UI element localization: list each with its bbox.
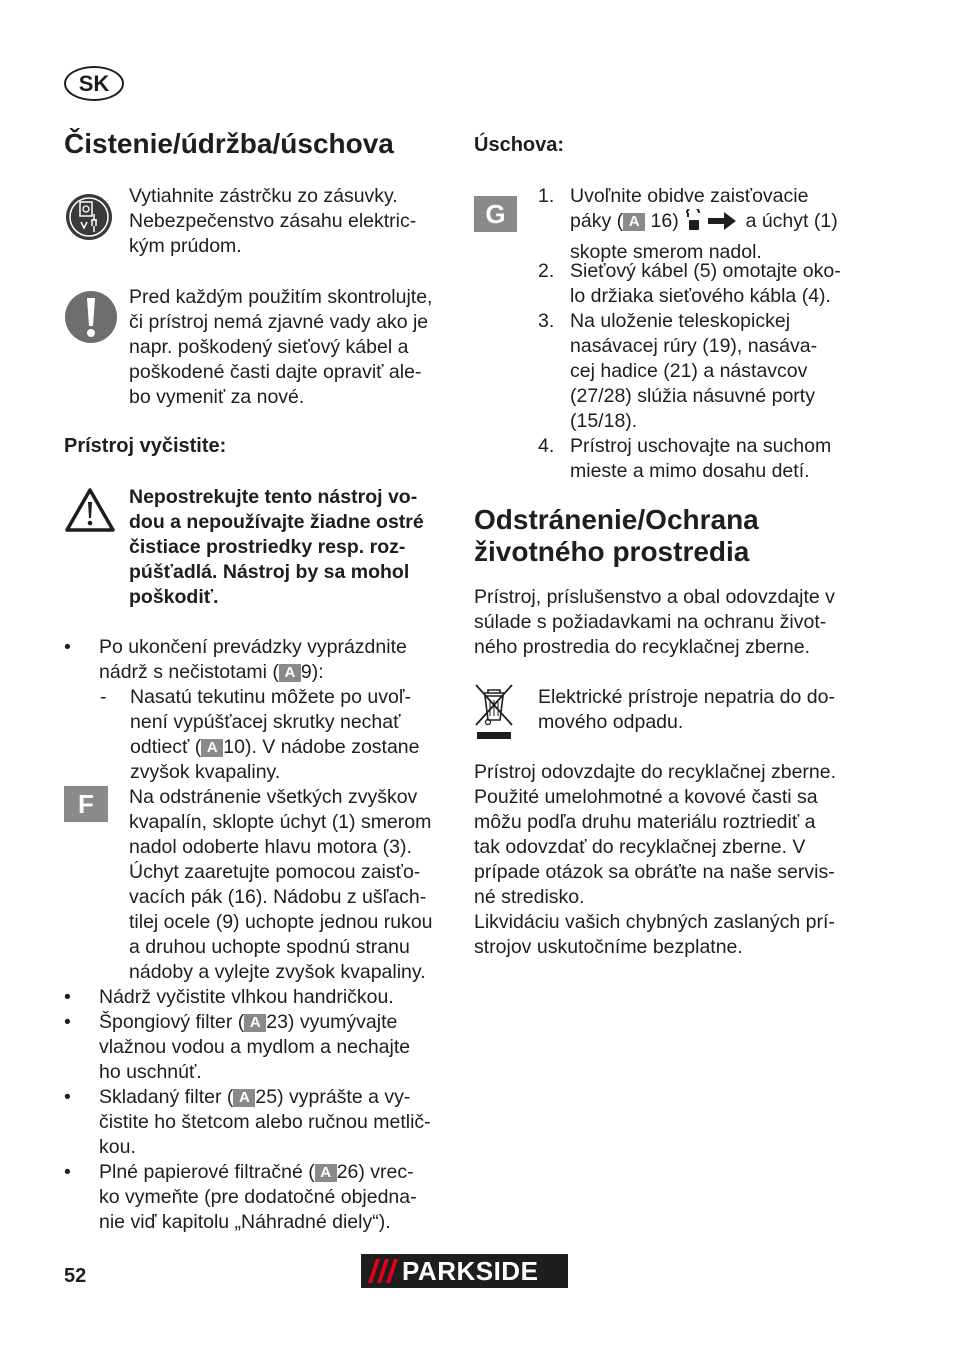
text-line [99, 1010, 410, 1035]
clean-heading: Prístroj vyčistite: [64, 435, 227, 457]
item-number: 2. [538, 260, 555, 282]
list-item [538, 309, 868, 434]
text-line: ného prostredia do recyklačnej zberne. [474, 636, 811, 658]
item-number: 4. [538, 435, 555, 457]
figure-g-badge: G [474, 196, 517, 232]
text-span: 10). V nádobe zostane [223, 736, 420, 758]
recycling-paragraph [474, 760, 836, 960]
text-line: cej hadice (21) a nástavcov [570, 360, 808, 382]
lock-arrow-icon [684, 209, 740, 240]
text-line: lo držiaka sieťového kábla (4). [570, 285, 831, 307]
text-span: odtiecť ( [130, 736, 202, 758]
text-line: Uvoľnite obidve zaisťovacie [570, 185, 809, 207]
figure-ref-a: A [233, 1089, 255, 1107]
warning-triangle-icon [64, 487, 116, 533]
text-span: 26) vrec- [336, 1161, 414, 1183]
list-item [64, 1085, 454, 1160]
text-line: Prístroj, príslušenstvo a obal odovzdajte v [474, 586, 835, 608]
text-line: čistite ho štetcom alebo ručnou metlič- [99, 1111, 431, 1133]
bullet-marker: • [64, 1011, 71, 1033]
figure-ref-a: A [244, 1014, 266, 1032]
inspection-warning-text [129, 285, 432, 410]
text-line [130, 735, 420, 760]
unplug-icon [64, 192, 114, 242]
brand-logo [361, 1254, 568, 1288]
text-span: 23) vyumývajte [266, 1011, 398, 1033]
text-line: bo vymeniť za nové. [129, 386, 305, 408]
figure-ref-a: A [279, 664, 301, 682]
title-line: životného prostredia [474, 536, 750, 567]
text-span: Skladaný filter ( [99, 1086, 234, 1108]
text-line: mového odpadu. [538, 711, 684, 733]
dash-marker: - [100, 686, 107, 708]
text-line: Sieťový kábel (5) omotajte oko- [570, 260, 841, 282]
text-line: poškodené časti dajte opraviť ale- [129, 361, 422, 383]
environment-paragraph [474, 585, 835, 660]
text-line: mieste a mimo dosahu detí. [570, 460, 810, 482]
list-item [64, 985, 454, 1010]
text-span: páky ( [570, 210, 624, 232]
item-number: 3. [538, 310, 555, 332]
text-line: či prístroj nemá zjavné vady ako je [129, 311, 429, 333]
unplug-warning-text [129, 184, 416, 259]
text-line [570, 209, 838, 240]
bullet-marker: • [64, 986, 71, 1008]
text-line: Prístroj uschovajte na suchom [570, 435, 832, 457]
text-line: Po ukončení prevádzky vyprázdnite [99, 636, 407, 658]
text-line: Pred každým použitím skontrolujte, [129, 286, 433, 308]
text-line: napr. poškodený sieťový kábel a [129, 336, 409, 358]
text-line [99, 1160, 417, 1185]
text-line: Nasatú tekutinu môžete po uvoľ- [130, 686, 412, 708]
list-item [64, 635, 454, 685]
text-line: vacích pák (16). Nádobu z ušľach- [129, 886, 427, 908]
list-item [64, 1010, 454, 1085]
text-line: Prístroj odovzdajte do recyklačnej zberne. [474, 761, 837, 783]
text-span: a úchyt (1) [745, 210, 838, 232]
figure-ref-a: A [315, 1164, 337, 1182]
language-badge: SK [64, 66, 124, 101]
bullet-marker: • [64, 636, 71, 658]
item-number: 1. [538, 185, 555, 207]
text-line: prípade otázok sa obráťte na naše servis- [474, 861, 835, 883]
list-item [538, 434, 868, 484]
text-span: nádrž s nečistotami ( [99, 661, 279, 683]
section-title-environment [474, 504, 759, 568]
text-line: vlažnou vodou a mydlom a nechajte [99, 1036, 411, 1058]
text-line: Elektrické prístroje nepatria do do- [538, 686, 835, 708]
text-span: Špongiový filter ( [99, 1011, 245, 1033]
text-line [99, 660, 407, 685]
exclamation-icon [64, 290, 118, 344]
text-line: môžu podľa druhu materiálu roztriediť a [474, 811, 816, 833]
figure-ref-a: A [623, 213, 645, 231]
text-line: Na odstránenie všetkých zvyškov [129, 786, 418, 808]
brand-name: PARKSIDE [402, 1256, 539, 1286]
list-item [538, 184, 868, 263]
text-line: púšťadlá. Nástroj by sa mohol [129, 561, 410, 583]
text-line: ho uschnúť. [99, 1061, 202, 1083]
text-line: skopte smerom nadol. [570, 241, 762, 263]
text-line: zvyšok kvapaliny. [130, 761, 281, 783]
text-line: Likvidáciu vašich chybných zaslaných prí- [474, 911, 835, 933]
list-item [538, 259, 868, 309]
section-title-cleaning: Čistenie/údržba/úschova [64, 128, 394, 159]
text-line: poškodiť. [129, 586, 219, 608]
logo-stripes-icon [362, 1255, 402, 1287]
title-line: Odstránenie/Ochrana [474, 504, 759, 535]
bullet-marker: • [64, 1086, 71, 1108]
weee-bin-icon [474, 683, 514, 741]
sub-list-item [100, 685, 460, 785]
storage-heading: Úschova: [474, 134, 565, 156]
text-line: strojov uskutočníme bezplatne. [474, 936, 743, 958]
caution-text [129, 485, 424, 610]
text-line: (15/18). [570, 410, 638, 432]
text-line: nadol odoberte hlavu motora (3). [129, 836, 412, 858]
text-span: 9): [300, 661, 324, 683]
text-line: Úchyt zaaretujte pomocou zaisťo- [129, 861, 421, 883]
figure-ref-a: A [201, 739, 223, 757]
text-span: Plné papierové filtračné ( [99, 1161, 315, 1183]
text-line: není vypúšťacej skrutky nechať [130, 711, 401, 733]
text-line: tak odovzdať do recyklačnej zberne. V [474, 836, 806, 858]
text-line: a druhou uchopte spodnú stranu [129, 936, 410, 958]
text-span: 25) vyprášte a vy- [255, 1086, 411, 1108]
text-line: Vytiahnite zástrčku zo zásuvky. [129, 185, 398, 207]
list-item [64, 1160, 454, 1235]
text-line: kvapalín, sklopte úchyt (1) smerom [129, 811, 432, 833]
figure-f-paragraph [129, 785, 433, 985]
text-line: ko vymeňte (pre dodatočné objedna- [99, 1186, 417, 1208]
page-number: 52 [64, 1265, 87, 1287]
text-line: nasávacej rúry (19), nasáva- [570, 335, 818, 357]
text-line: kým prúdom. [129, 235, 242, 257]
text-line: Nebezpečenstvo zásahu elektric- [129, 210, 417, 232]
text-line [99, 1085, 431, 1110]
text-line: dou a nepoužívajte žiadne ostré [129, 511, 424, 533]
text-line: né stredisko. [474, 886, 585, 908]
text-line: nádoby a vylejte zvyšok kvapaliny. [129, 961, 426, 983]
text-line: čistiace prostriedky resp. roz- [129, 536, 406, 558]
weee-text [538, 685, 835, 735]
text-line: Nepostrekujte tento nástroj vo- [129, 486, 418, 508]
text-line: Použité umelohmotné a kovové časti sa [474, 786, 818, 808]
text-line: tilej ocele (9) uchopte jednou rukou [129, 911, 433, 933]
text-line: Nádrž vyčistite vlhkou handričkou. [99, 986, 394, 1008]
text-line: súlade s požiadavkami na ochranu život- [474, 611, 827, 633]
text-span: 16) [650, 210, 679, 232]
text-line: nie viď kapitolu „Náhradné diely“). [99, 1211, 391, 1233]
figure-f-badge: F [64, 786, 108, 822]
text-line: Na uloženie teleskopickej [570, 310, 791, 332]
bullet-marker: • [64, 1161, 71, 1183]
text-line: (27/28) slúžia násuvné porty [570, 385, 815, 407]
text-line: kou. [99, 1136, 136, 1158]
